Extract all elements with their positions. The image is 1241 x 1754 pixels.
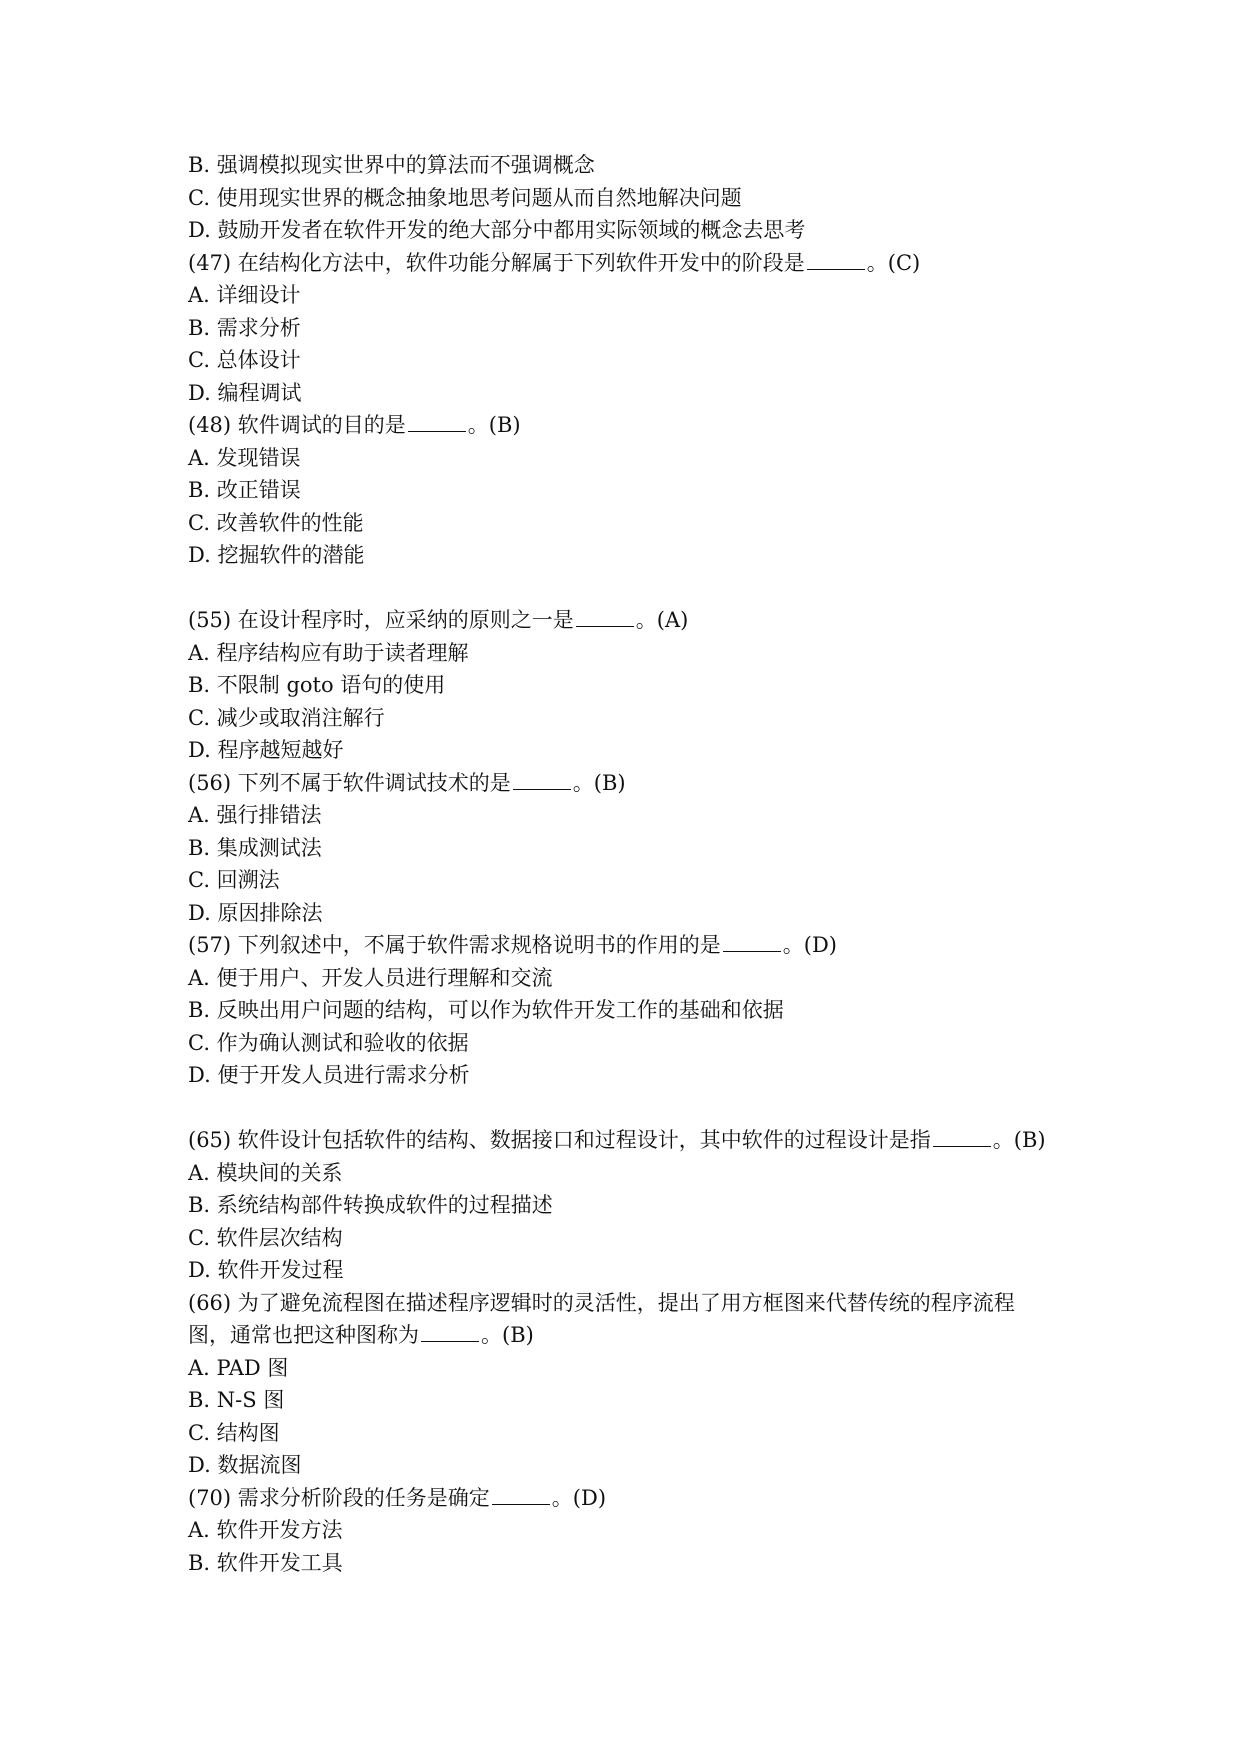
section-gap xyxy=(188,572,1068,605)
answer-blank xyxy=(807,247,865,270)
option-line: C. 减少或取消注解行 xyxy=(188,705,385,730)
document-page xyxy=(188,149,1068,1579)
question-66-continued: 图，通常也把这种图称为 。(B) xyxy=(188,1319,1068,1352)
option-line: B. 软件开发工具 xyxy=(188,1550,343,1575)
question-70: (70) 需求分析阶段的任务是确定 。(D) xyxy=(188,1482,1068,1515)
option-line: B. 强调模拟现实世界中的算法而不强调概念 xyxy=(188,153,595,177)
option-line: B. 不限制 goto 语句的使用 xyxy=(188,673,446,697)
option-line: B. 改正错误 xyxy=(188,478,301,502)
option-line: A. 模块间的关系 xyxy=(188,1160,343,1185)
option-line: A. 便于用户、开发人员进行理解和交流 xyxy=(188,965,553,990)
option-line: B. 集成测试法 xyxy=(188,835,322,860)
question-47: (47) 在结构化方法中，软件功能分解属于下列软件开发中的阶段是 。(C) xyxy=(188,247,1068,280)
option-line: C. 回溯法 xyxy=(188,868,280,892)
question-48: (48) 软件调试的目的是 。(B) xyxy=(188,409,1068,442)
option-line: A. 软件开发方法 xyxy=(188,1518,343,1542)
option-line: C. 使用现实世界的概念抽象地思考问题从而自然地解决问题 xyxy=(188,185,742,210)
section-gap xyxy=(188,1092,1068,1125)
option-line: D. 程序越短越好 xyxy=(188,738,344,762)
option-line: A. 发现错误 xyxy=(188,445,301,470)
question-57: (57) 下列叙述中，不属于软件需求规格说明书的作用的是 。(D) xyxy=(188,929,1068,962)
option-line: D. 便于开发人员进行需求分析 xyxy=(188,1063,470,1087)
answer-blank xyxy=(421,1319,479,1342)
option-line: A. 详细设计 xyxy=(188,283,301,307)
option-line: D. 软件开发过程 xyxy=(188,1258,344,1282)
option-line: B. 需求分析 xyxy=(188,315,301,340)
question-66: (66) 为了避免流程图在描述程序逻辑时的灵活性，提出了用方框图来代替传统的程序流程 xyxy=(188,1290,1015,1315)
option-line: D. 数据流图 xyxy=(188,1453,302,1477)
answer-blank xyxy=(933,1124,991,1147)
answer-blank xyxy=(492,1482,550,1505)
answer-blank xyxy=(408,409,466,432)
option-line: C. 总体设计 xyxy=(188,348,301,372)
option-line: D. 鼓励开发者在软件开发的绝大部分中都用实际领域的概念去思考 xyxy=(188,218,806,242)
option-line: B. 反映出用户问题的结构，可以作为软件开发工作的基础和依据 xyxy=(188,998,784,1022)
option-line: C. 软件层次结构 xyxy=(188,1225,343,1250)
option-line: A. 程序结构应有助于读者理解 xyxy=(188,640,469,665)
answer-blank xyxy=(513,767,571,790)
option-line: C. 作为确认测试和验收的依据 xyxy=(188,1030,469,1055)
option-line: A. PAD 图 xyxy=(188,1355,289,1380)
question-55: (55) 在设计程序时，应采纳的原则之一是 。(A) xyxy=(188,604,1068,637)
question-56: (56) 下列不属于软件调试技术的是 。(B) xyxy=(188,767,1068,800)
answer-blank xyxy=(576,604,634,627)
option-line: D. 编程调试 xyxy=(188,380,302,405)
question-65: (65) 软件设计包括软件的结构、数据接口和过程设计，其中软件的过程设计是指 。(B) xyxy=(188,1124,1068,1157)
answer-blank xyxy=(723,929,781,952)
option-line: B. N-S 图 xyxy=(188,1388,285,1412)
option-line: C. 改善软件的性能 xyxy=(188,510,364,535)
option-line: B. 系统结构部件转换成软件的过程描述 xyxy=(188,1193,553,1217)
option-line: C. 结构图 xyxy=(188,1420,280,1445)
option-line: A. 强行排错法 xyxy=(188,803,322,827)
option-line: D. 原因排除法 xyxy=(188,900,323,925)
option-line: D. 挖掘软件的潜能 xyxy=(188,543,365,567)
